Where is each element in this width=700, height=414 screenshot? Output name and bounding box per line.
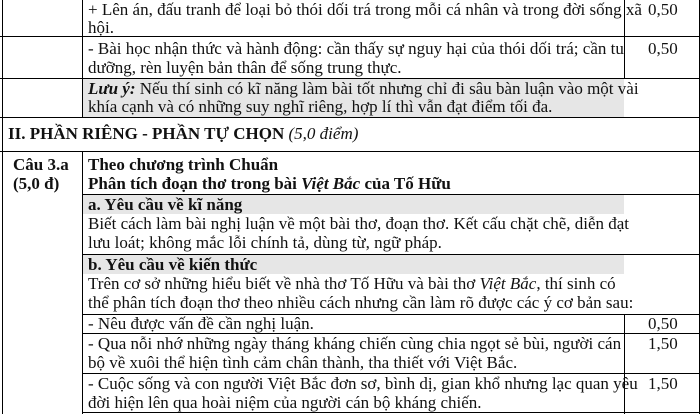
- item-text: đời hiện lên qua hoài niệm của người cán bộ kháng chiến.: [88, 393, 482, 412]
- grid-line: [0, 151, 700, 152]
- grid-line: [82, 0, 83, 117]
- section-header: [8, 124, 358, 144]
- section-title: II. PHẦN RIÊNG - PHẦN TỰ CHỌN: [8, 124, 285, 143]
- grid-line: [82, 151, 83, 414]
- task-heading: [88, 174, 451, 194]
- score-value: 0,50: [648, 314, 678, 333]
- work-title: Việt Bắc: [479, 274, 537, 293]
- section-points: (5,0 điểm): [288, 124, 359, 143]
- row-text: + Lên án, đấu tranh để loại bỏ thói dối trá trong mỗi cá nhân và trong đời sống xã: [88, 0, 642, 19]
- item-text: - Nêu được vấn đề cần nghị luận.: [88, 314, 314, 333]
- skills-text: Biết cách làm bài nghị luận về một bài thơ, đoạn thơ. Kết cấu chặt chẽ, diễn đạt: [88, 214, 630, 233]
- score-value: 1,50: [648, 374, 678, 393]
- item-text: bộ về xuôi thể hiện tình cảm chân thành, tha thiết với Việt Bắc.: [88, 353, 518, 372]
- knowledge-title: b. Yêu cầu về kiến thức: [88, 255, 258, 274]
- row-text: dưỡng, rèn luyện bản thân để sống trung thực.: [88, 58, 402, 77]
- program-heading: Theo chương trình Chuẩn: [88, 155, 279, 174]
- note-label: Lưu ý:: [88, 79, 136, 98]
- grid-line: [2, 0, 3, 414]
- question-label: Câu 3.a: [13, 155, 69, 174]
- task-heading-text: Phân tích đoạn thơ trong bài: [88, 174, 302, 193]
- item-text: - Qua nỗi nhớ những ngày tháng kháng chiến cùng chia ngọt sẻ bùi, người cán: [88, 334, 622, 353]
- task-heading-text: của Tố Hữu: [360, 174, 451, 193]
- item-text: - Cuộc sống và con người Việt Bắc đơn sơ, bình dị, gian khổ nhưng lạc quan yêu: [88, 374, 638, 393]
- grid-line: [624, 314, 625, 414]
- grid-line: [0, 117, 700, 118]
- note-line: [88, 79, 639, 99]
- knowledge-text-part: , thí sinh có: [536, 274, 616, 293]
- score-value: 0,50: [648, 39, 678, 58]
- knowledge-text: [88, 274, 616, 294]
- note-text: khía cạnh và có những suy nghĩ riêng, hợp lí thì vẫn đạt điểm tối đa.: [88, 97, 553, 116]
- score-value: 0,50: [648, 0, 678, 19]
- knowledge-text: thể phân tích đoạn thơ theo nhiều cách nhưng cần làm rõ được các ý cơ bản sau:: [88, 293, 634, 312]
- row-text: hội.: [88, 18, 114, 37]
- note-text: Nếu thí sinh có kĩ năng làm bài tốt nhưng chỉ đi sâu bàn luận vào một vài: [135, 79, 639, 98]
- knowledge-text-part: Trên cơ sở những hiểu biết về nhà thơ Tố Hữu và bài thơ: [88, 274, 480, 293]
- skills-text: lưu loát; không mắc lỗi chính tả, dùng từ, ngữ pháp.: [88, 233, 442, 252]
- work-title: Việt Bắc: [301, 174, 361, 193]
- skills-title: a. Yêu cầu về kĩ năng: [88, 195, 243, 214]
- question-points: (5,0 đ): [13, 174, 60, 193]
- score-value: 1,50: [648, 334, 678, 353]
- row-text: - Bài học nhận thức và hành động: cần thấy sự nguy hại của thói dối trá; cần tu: [88, 39, 624, 58]
